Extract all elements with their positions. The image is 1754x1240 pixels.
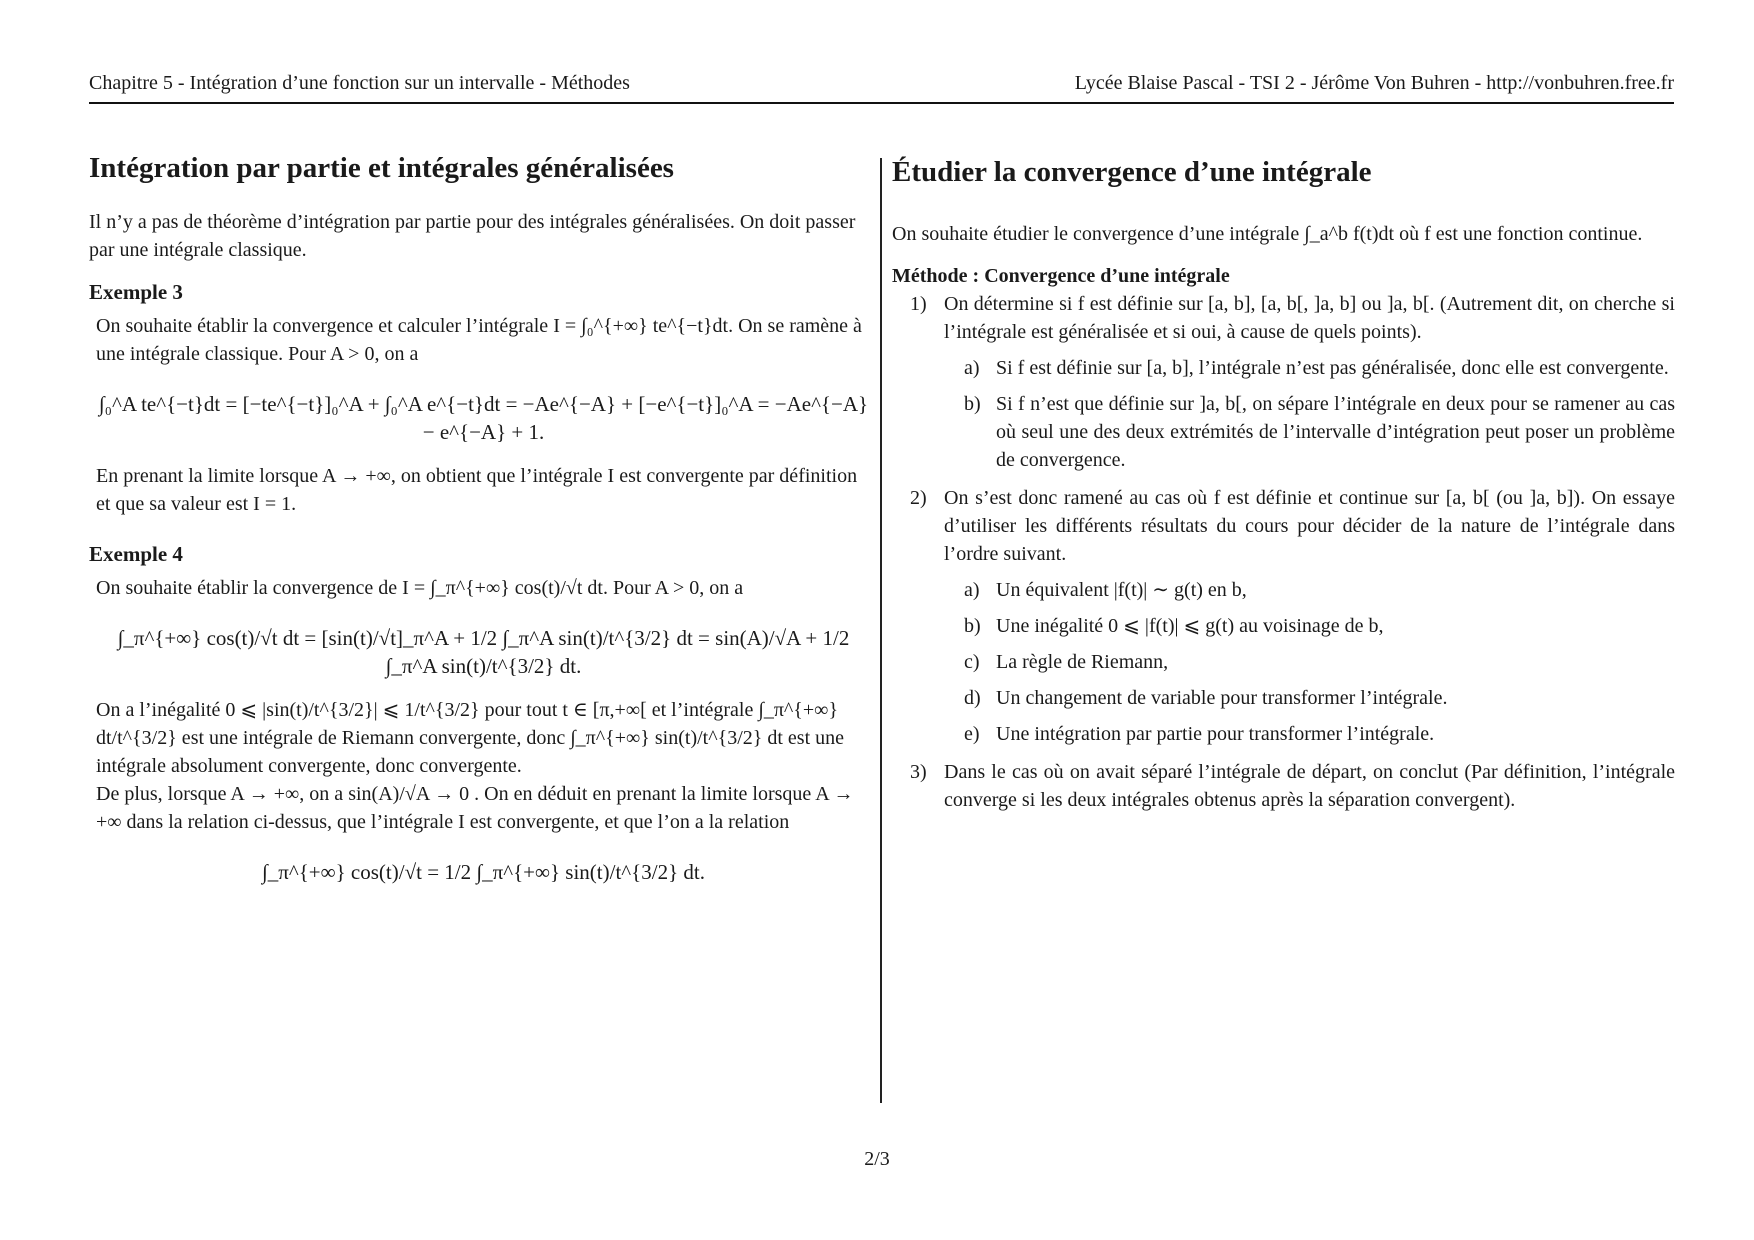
example-4-text3: De plus, lorsque A → +∞, on a sin(A)/√A → 0 . On en déduit en prenant la limite lorsque A → +∞ dans la relation ci-dessus, que l’intégrale I est convergente, et que l’on a la relation [96,783,854,833]
section-title-convergence: Étudier la convergence d’une intégrale [892,156,1372,188]
substep [944,684,1675,712]
substeps [944,576,1675,748]
example-3-title: Exemple 3 [89,280,183,304]
example-3-text1: On souhaite établir la convergence et calculer l’intégrale I = ∫₀^{+∞} te^{−t}dt. On se ramène à une intégrale classique. Pour A > 0, on a [96,315,862,365]
example-4-title: Exemple 4 [89,542,183,566]
ipp-intro: Il n’y a pas de théorème d’intégration par partie pour des intégrales généralisées. On doit passer par une intégrale classique. [89,211,856,261]
substep [944,390,1675,474]
header-chapter: Chapitre 5 - Intégration d’une fonction sur un intervalle - Méthodes [89,72,630,94]
substep-text: Si f n’est que définie sur ]a, b[, on sépare l’intégrale en deux pour se ramener au cas où seul une des deux extrémités de l’intervalle d’intégration peut poser un problème de convergence. [996,393,1675,471]
substep-letter: b) [964,615,981,637]
left-column [89,150,871,902]
example-4-text1: On souhaite établir la convergence de I = ∫_π^{+∞} cos(t)/√t dt. Pour A > 0, on a [96,577,744,599]
substep [944,576,1675,604]
step-text: On s’est donc ramené au cas où f est définie et continue sur [a, b[ (ou ]a, b]). On essaye d’utiliser les différents résultats du cours pour décider de la nature de l’intégrale dans l’ordre suivant. [944,487,1675,565]
method-title: Méthode : Convergence d’une intégrale [892,265,1230,287]
substep-text: Une inégalité 0 ⩽ |f(t)| ⩽ g(t) au voisinage de b, [996,615,1384,637]
substep [944,720,1675,748]
example-4-equation-1: ∫_π^{+∞} cos(t)/√t dt = [sin(t)/√t]_π^A + 1/2 ∫_π^A sin(t)/t^{3/2} dt = sin(A)/√A + 1/2 ∫_π^A sin(t)/t^{3/2} dt. [117,626,850,678]
right-column [892,150,1675,824]
substep-letter: c) [964,651,980,673]
substep [944,612,1675,640]
step-text: On détermine si f est définie sur [a, b], [a, b[, ]a, b] ou ]a, b[. (Autrement dit, on cherche si l’intégrale est généralisée et si oui, à cause de quels points). [944,293,1675,343]
example-4-text2: On a l’inégalité 0 ⩽ |sin(t)/t^{3/2}| ⩽ 1/t^{3/2} pour tout t ∈ [π,+∞[ et l’intégrale ∫_π^{+∞} dt/t^{3/2} est une intégrale de Riemann convergente, donc ∫_π^{+∞} sin(t)/t^{3/2} dt est une intégrale absolument convergente, donc convergente. [96,699,845,777]
example-4-equation-2: ∫_π^{+∞} cos(t)/√t = 1/2 ∫_π^{+∞} sin(t)/t^{3/2} dt. [262,860,705,884]
method-step [892,484,1675,748]
step-number: 3) [910,761,927,783]
method-step [892,758,1675,814]
example-3-equation: ∫₀^A te^{−t}dt = [−te^{−t}]₀^A + ∫₀^A e^{−t}dt = −Ae^{−A} + [−e^{−t}]₀^A = −Ae^{−A} − e^{−A} + 1. [98,392,869,444]
substep [944,648,1675,676]
example-3-body [89,312,871,518]
step-number: 1) [910,293,927,315]
substep-letter: e) [964,723,980,745]
page-number: 2/3 [864,1148,890,1170]
column-divider [880,158,882,1103]
substep-letter: a) [964,357,980,379]
convergence-intro: On souhaite étudier le convergence d’une intégrale ∫_a^b f(t)dt où f est une fonction continue. [892,223,1643,245]
example-3-text2: En prenant la limite lorsque A → +∞, on obtient que l’intégrale I est convergente par définition et que sa valeur est I = 1. [96,465,858,515]
substep-text: Un changement de variable pour transformer l’intégrale. [996,687,1448,709]
substep-letter: b) [964,393,981,415]
substep-letter: d) [964,687,981,709]
section-title-ipp: Intégration par partie et intégrales généralisées [89,152,674,184]
substep-text: Un équivalent |f(t)| ∼ g(t) en b, [996,579,1247,601]
step-text: Dans le cas où on avait séparé l’intégrale de départ, on conclut (Par définition, l’intégrale converge si les deux intégrales obtenus après la séparation convergent). [944,761,1675,811]
method-steps [892,290,1675,814]
substep-text: La règle de Riemann, [996,651,1169,673]
method-step [892,290,1675,474]
substeps [944,354,1675,474]
header-school: Lycée Blaise Pascal - TSI 2 - Jérôme Von Buhren - http://vonbuhren.free.fr [1074,72,1674,94]
page-header [89,72,1674,104]
substep [944,354,1675,382]
substep-letter: a) [964,579,980,601]
substep-text: Une intégration par partie pour transformer l’intégrale. [996,723,1435,745]
substep-text: Si f est définie sur [a, b], l’intégrale n’est pas généralisée, donc elle est convergente. [996,357,1669,379]
step-number: 2) [910,487,927,509]
example-4-body [89,574,871,886]
